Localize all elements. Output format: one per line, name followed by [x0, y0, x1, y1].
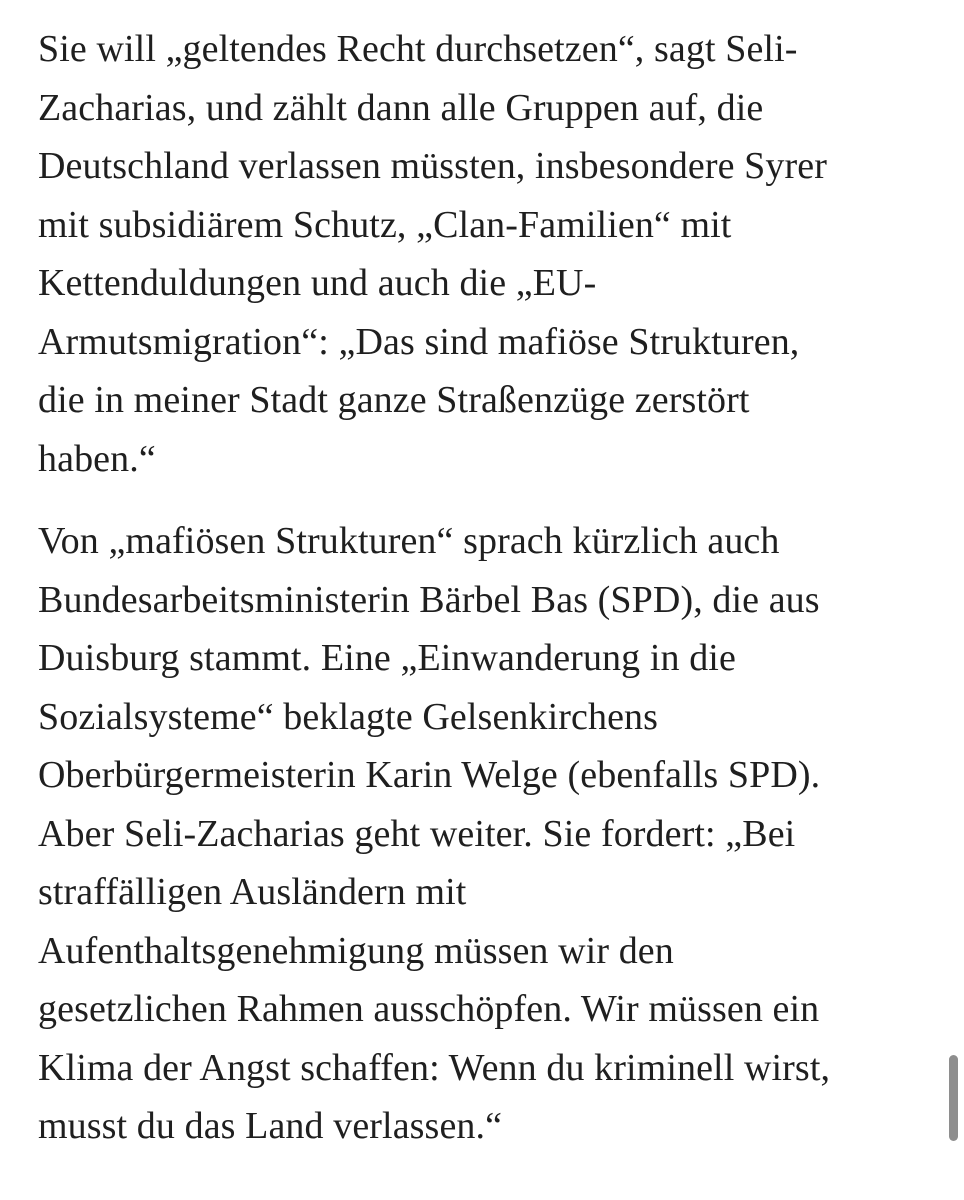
paragraph-line: Von „mafiösen Strukturen“ sprach kürzlich auch — [38, 520, 780, 562]
paragraph-line: Aber Seli-Zacharias geht weiter. Sie fordert: „Bei — [38, 812, 796, 855]
paragraph-line: straffälligen Ausländern mit — [38, 871, 467, 913]
paragraph-line: haben.“ — [38, 437, 156, 480]
paragraph-line: Kettenduldungen und auch die „EU- — [38, 262, 597, 304]
paragraph-line: Sozialsysteme“ beklagte Gelsenkirchens — [38, 695, 659, 738]
paragraph-line: Deutschland verlassen müssten, insbesondere Syrer — [38, 145, 827, 187]
paragraph-line: Duisburg stammt. Eine „Einwanderung in die — [38, 637, 736, 679]
vertical-scrollbar[interactable] — [949, 1055, 958, 1141]
paragraph-line: Armutsmigration“: „Das sind mafiöse Strukturen, — [38, 320, 800, 363]
paragraph-1 — [38, 20, 938, 488]
paragraph-line: Oberbürgermeisterin Karin Welge (ebenfalls SPD). — [38, 754, 821, 796]
paragraph-line: musst du das Land verlassen.“ — [38, 1105, 503, 1147]
paragraph-line: Zacharias, und zählt dann alle Gruppen auf, die — [38, 86, 764, 129]
article-body — [38, 20, 938, 1156]
paragraph-line: mit subsidiärem Schutz, „Clan-Familien“ mit — [38, 203, 732, 246]
paragraph-2 — [38, 512, 938, 1156]
paragraph-line: Sie will „geltendes Recht durchsetzen“, sagt Seli- — [38, 28, 798, 70]
paragraph-line: die in meiner Stadt ganze Straßenzüge zerstört — [38, 379, 750, 421]
paragraph-line: Aufenthaltsgenehmigung müssen wir den — [38, 929, 674, 972]
paragraph-line: Bundesarbeitsministerin Bärbel Bas (SPD), die aus — [38, 578, 820, 621]
paragraph-line: gesetzlichen Rahmen ausschöpfen. Wir müssen ein — [38, 988, 820, 1030]
paragraph-line: Klima der Angst schaffen: Wenn du kriminell wirst, — [38, 1046, 831, 1089]
